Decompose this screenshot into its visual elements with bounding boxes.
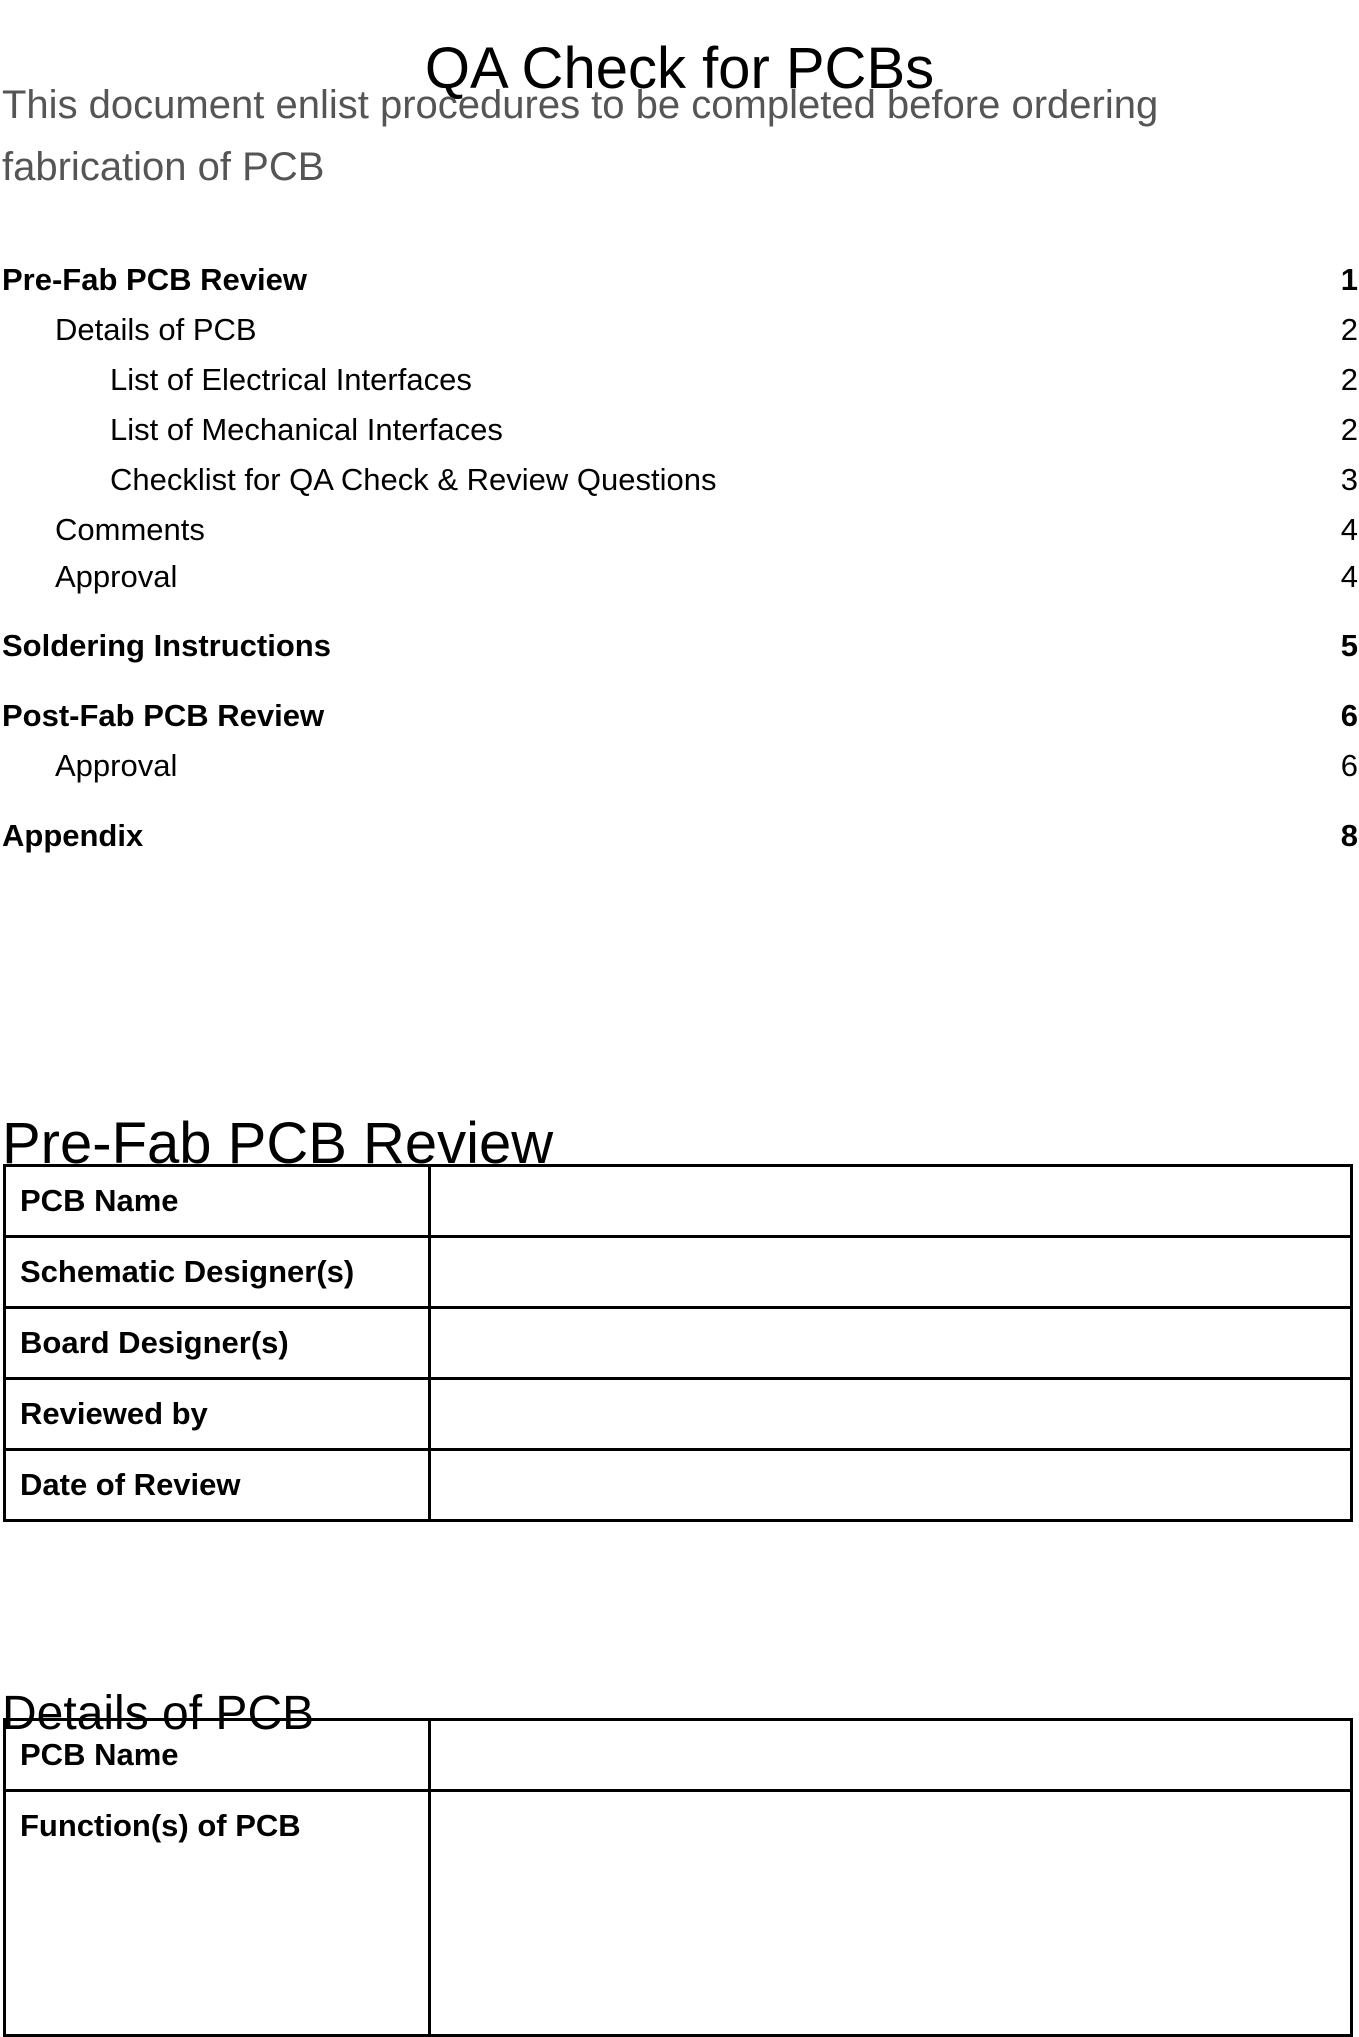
table-row [5,1237,1352,1308]
toc-entry-page: 6 [1340,698,1358,733]
toc-entry-details-of-pcb[interactable] [2,308,1358,352]
document-subtitle: This document enlist procedures to be completed before ordering fabrication of PCB [2,83,1159,189]
table-row [5,1720,1352,1791]
toc-entry-page: 2 [1340,312,1358,347]
toc-entry-label: Approval [55,559,178,594]
details-of-pcb-table [3,1718,1353,2037]
toc-entry-label: Details of PCB [55,312,257,347]
table-row [5,1791,1352,2036]
toc-entry-electrical-interfaces[interactable] [2,358,1358,402]
toc-entry-page: 6 [1340,748,1358,783]
table-row [5,1379,1352,1450]
toc-entry-postfab-approval[interactable] [2,744,1358,788]
toc-entry-label: List of Mechanical Interfaces [110,412,503,447]
toc-entry-page: 8 [1340,818,1358,853]
toc-entry-label: List of Electrical Interfaces [110,362,472,397]
field-label: Date of Review [5,1450,430,1521]
toc-entry-postfab-review[interactable] [2,694,1358,738]
field-label: Schematic Designer(s) [5,1237,430,1308]
toc-entry-prefab-review[interactable] [2,258,1358,302]
toc-entry-label: Approval [55,748,178,783]
toc-entry-label: Post-Fab PCB Review [2,698,325,733]
toc-entry-page: 3 [1340,462,1358,497]
section-heading-details-of-pcb: Details of PCB [2,1687,315,1740]
toc-entry-approval[interactable] [2,555,1358,599]
toc-entry-soldering-instructions[interactable] [2,624,1358,668]
toc-entry-page: 4 [1340,559,1358,594]
toc-entry-page: 2 [1340,362,1358,397]
toc-entry-label: Soldering Instructions [2,628,331,663]
toc-entry-appendix[interactable] [2,814,1358,858]
date-of-review-field[interactable] [430,1450,1352,1521]
toc-entry-page: 2 [1340,412,1358,447]
toc-entry-label: Comments [55,512,205,547]
table-row [5,1450,1352,1521]
board-designer-field[interactable] [430,1308,1352,1379]
toc-entry-label: Checklist for QA Check & Review Questions [110,462,717,497]
document-title: QA Check for PCBs [424,35,935,101]
toc-entry-comments[interactable] [2,508,1358,552]
schematic-designer-field[interactable] [430,1237,1352,1308]
toc-entry-qa-checklist[interactable] [2,458,1358,502]
table-row [5,1308,1352,1379]
reviewed-by-field[interactable] [430,1379,1352,1450]
toc-entry-page: 1 [1340,262,1358,297]
field-label: PCB Name [5,1166,430,1237]
toc-entry-label: Pre-Fab PCB Review [2,262,307,297]
field-label: Reviewed by [5,1379,430,1450]
toc-entry-page: 5 [1340,628,1358,663]
field-label: PCB Name [5,1720,430,1791]
field-label: Board Designer(s) [5,1308,430,1379]
section-heading-prefab-review: Pre-Fab PCB Review [2,1111,554,1177]
toc-entry-label: Appendix [2,818,144,853]
toc-entry-page: 4 [1340,512,1358,547]
toc-entry-mechanical-interfaces[interactable] [2,408,1358,452]
prefab-review-table [3,1164,1353,1522]
field-label: Function(s) of PCB [5,1791,430,2036]
pcb-function-field[interactable] [430,1791,1352,2036]
pcb-name-field[interactable] [430,1166,1352,1237]
details-pcb-name-field[interactable] [430,1720,1352,1791]
table-row [5,1166,1352,1237]
